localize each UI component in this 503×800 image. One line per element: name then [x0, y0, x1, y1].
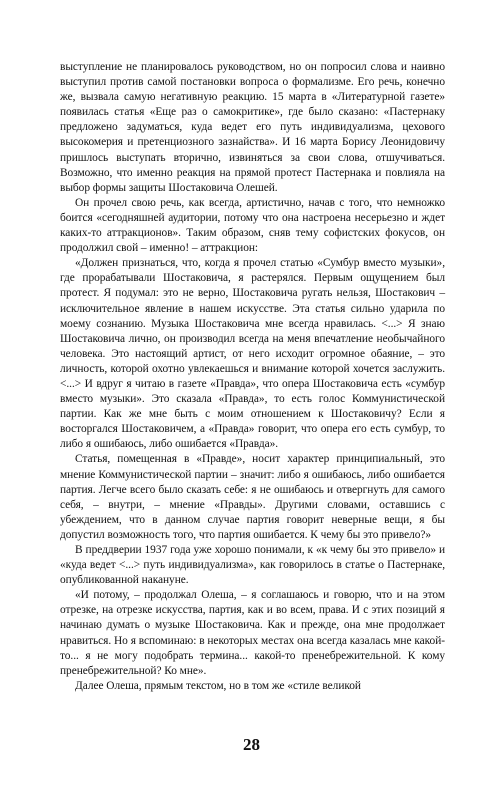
paragraph-olesha-quote-3: «И потому, – продолжал Олеша, – я соглашаюсь и говорю, что и на этом отрезке, на отрезке искусства, партия, как и во всем, права. И с этих позиций я начинаю думать о музыке Шостаковича. Как и прежде, она мне продолжает нравиться. Но я вспоминаю: в некоторых местах она всегда казалась мне какой-то... я не могу подобрать термина... какой-то пренебрежительной. К кому пренебрежительной? Ко мне».	[60, 589, 445, 677]
paragraph-1937-context: В преддверии 1937 года уже хорошо понимали, к «к чему бы это привело» и «куда ведет <...> путь индивидуализма», как говорилось в статье о Пастернаке, опубликованной накануне.	[60, 544, 445, 587]
book-page-text	[60, 60, 445, 694]
paragraph-olesha-speech-intro: Он прочел свою речь, как всегда, артистично, начав с того, что немножко боится «сегодняшней аудитории, потому что она настроена несерьезно и ждет каких-то аттракционов». Таким образом, сняв тему софистских фокусов, он продолжил свой – именно! – аттракцион:	[60, 196, 445, 255]
paragraph-final-line: Далее Олеша, прямым текстом, но в том же «стиле великой	[75, 679, 361, 692]
paragraph-olesha-quote-1: «Должен признаться, что, когда я прочел статью «Сумбур вместо музыки», где прорабатывали Шостаковича, я растерялся. Первым ощущением был протест. Я подумал: это не верно, Шостаковича ругать нельзя, Шостакович – исключительное явление в нашем искусстве. Эта статья сильно ударила по моему сознанию. Музыка Шостаковича мне всегда нравилась. <...> Я знаю Шостаковича лично, он производил всегда на меня впечатление необычайного человека. Это настоящий артист, от него исходит огромное обаяние, – это личность, которой охотно увлекаешься и внимание которой хочется заслужить. <...> И вдруг я читаю в газете «Правда», что опера Шостаковича есть «сумбур вместо музыки». Это сказала «Правда», то есть голос Коммунистической партии. Как же мне быть с моим отношением к Шостаковичу? Если я восторгался Шостаковичем, а «Правда» говорит, что опера его есть сумбур, то либо я ошибаюсь, либо ошибается «Правда».	[60, 257, 445, 451]
paragraph-olesha-quote-2: Статья, помещенная в «Правде», носит характер принципиальный, это мнение Коммунистической партии – значит: либо я ошибаюсь, либо ошибается партия. Легче всего было сказать себе: я не ошибаюсь и отвергнуть для самого себя, – внутри, – мнение «Правды». Другими словами, оставшись с убеждением, что в данном случае партия говорит неверные вещи, я бы допустил возможность того, что партия ошибается. К чему бы это привело?»	[60, 453, 445, 541]
paragraph-continuation: выступление не планировалось руководством, но он попросил слова и наивно выступил против самой постановки вопроса о формализме. Его речь, конечно же, вызвала самую негативную реакцию. 15 марта в «Литературной газете» появилась статья «Еще раз о самокритике», где было сказано: «Пастернаку предложено задуматься, куда ведет его путь индивидуализма, цехового высокомерия и претенциозного зазнайства». И 16 марта Борису Леонидовичу пришлось выступать вторично, извиняться за свои слова, отшучиваться. Возможно, что именно реакция на прямой протест Пастернака и повлияла на выбор формы защиты Шостаковича Олешей.	[60, 61, 445, 194]
page-number: 28	[243, 735, 260, 754]
